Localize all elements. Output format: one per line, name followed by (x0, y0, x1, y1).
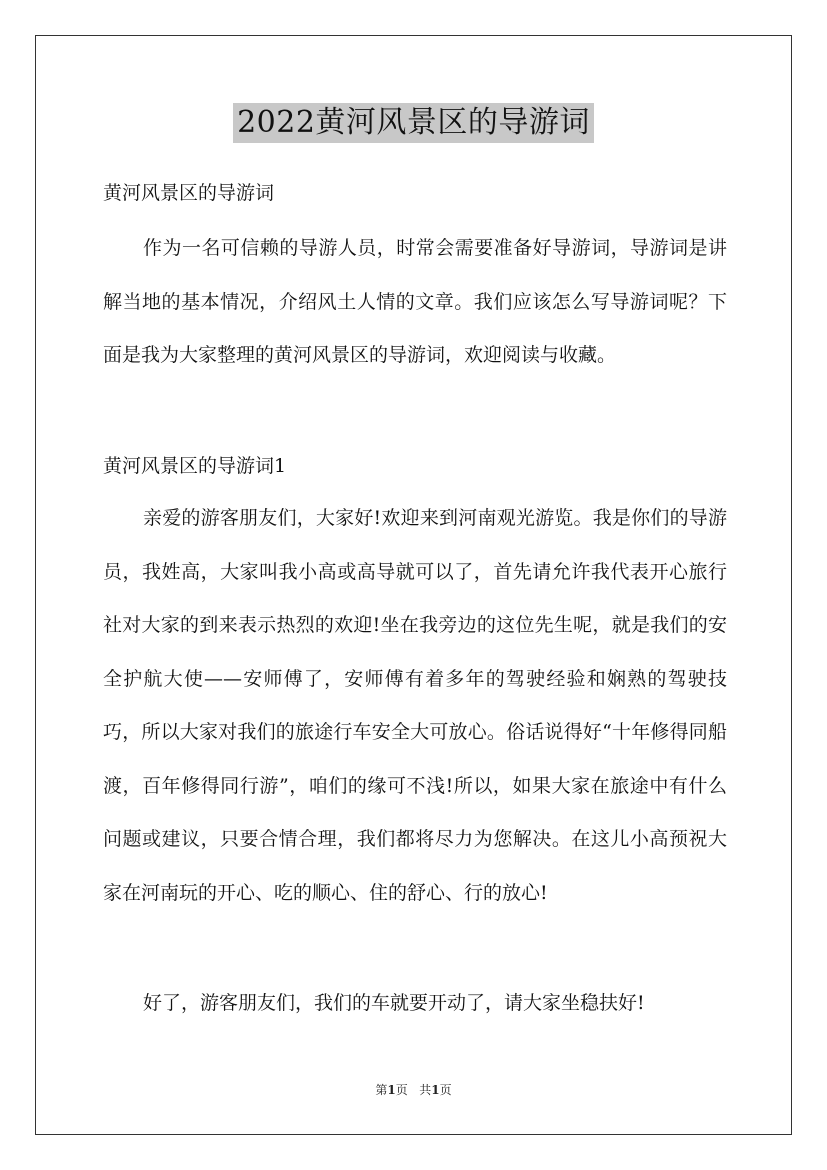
page-number: 1 (387, 1083, 396, 1097)
section-heading-intro: 黄河风景区的导游词 (103, 182, 275, 204)
title-container (0, 103, 827, 143)
page-prefix: 第 (375, 1083, 388, 1097)
body-paragraph-1: 亲爱的游客朋友们，大家好!欢迎来到河南观光游览。我是你们的导游员，我姓高，大家叫我小高或高导就可以了，首先请允许我代表开心旅行社对大家的到来表示热烈的欢迎!坐在我旁边的这位先生呢，就是我们的安全护航大使——安师傅了，安师傅有着多年的驾驶经验和娴熟的驾驶技巧，所以大家对我们的旅途行车安全大可放心。俗话说得好“十年修得同船渡，百年修得同行游”，咱们的缘可不浅!所以，如果大家在旅途中有什么问题或建议，只要合情合理，我们都将尽力为您解决。在这儿小高预祝大家在河南玩的开心、吃的顺心、住的舒心、行的放心! (103, 507, 727, 904)
body-paragraph-2: 好了，游客朋友们，我们的车就要开动了，请大家坐稳扶好! (143, 992, 645, 1014)
page-footer (0, 1082, 827, 1098)
total-prefix: 共 (419, 1083, 432, 1097)
page-suffix: 页 (395, 1083, 408, 1097)
total-suffix: 页 (439, 1083, 452, 1097)
total-pages: 1 (431, 1083, 440, 1097)
intro-paragraph: 作为一名可信赖的导游人员，时常会需要准备好导游词，导游词是讲解当地的基本情况，介绍风土人情的文章。我们应该怎么写导游词呢？下面是我为大家整理的黄河风景区的导游词，欢迎阅读与收藏。 (103, 237, 727, 366)
document-title: 2022黄河风景区的导游词 (233, 103, 594, 143)
section-heading-1: 黄河风景区的导游词1 (103, 455, 287, 477)
